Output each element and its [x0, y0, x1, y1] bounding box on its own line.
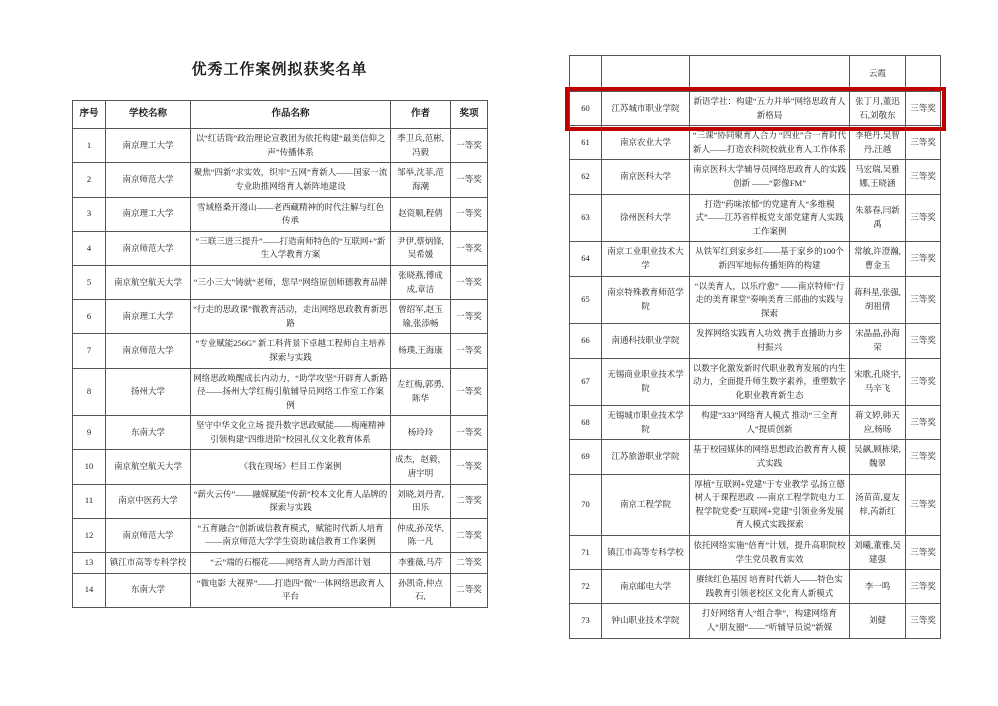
cell-school: 钟山职业技术学院 [602, 604, 690, 638]
cell-school: 南京中医药大学 [106, 484, 191, 518]
cell-no: 10 [73, 450, 106, 484]
cell-award: 三等奖 [906, 126, 941, 160]
cell-school: 南京工业职业技术大学 [602, 242, 690, 276]
cell-no: 63 [570, 194, 602, 242]
cell-school [602, 56, 690, 92]
cell-no: 66 [570, 324, 602, 358]
cell-authors: 杨璞,王海康 [391, 334, 451, 368]
cell-no: 2 [73, 163, 106, 197]
cell-work: 构建“333”网络育人模式 推动“三全育人”提质创新 [690, 406, 850, 440]
cell-award: 一等奖 [451, 450, 488, 484]
table-row [73, 450, 488, 484]
cell-work: 南京医科大学辅导员网络思政育人的实践创新 ——“影像FM” [690, 160, 850, 194]
cell-no: 4 [73, 231, 106, 265]
cell-no: 68 [570, 406, 602, 440]
table-row [73, 368, 488, 416]
cell-award: 一等奖 [451, 334, 488, 368]
cell-school: 南京理工大学 [106, 129, 191, 163]
cell-school: 南京师范大学 [106, 334, 191, 368]
cell-no: 73 [570, 604, 602, 638]
cell-no: 14 [73, 573, 106, 607]
table-row [570, 536, 941, 570]
cell-no: 71 [570, 536, 602, 570]
table-header [73, 101, 488, 129]
cell-school: 扬州大学 [106, 368, 191, 416]
cell-school: 镇江市高等专科学校 [602, 536, 690, 570]
cell-school: 江苏城市职业学院 [602, 92, 690, 126]
cell-award: 三等奖 [906, 358, 941, 406]
cell-authors: 赵资顺,程倩 [391, 197, 451, 231]
table-row [570, 242, 941, 276]
cell-school: 南通科技职业学院 [602, 324, 690, 358]
cell-work: 打好网络育人“组合拳”，构建网络育人“朋友圈”——“听辅导员说”新媒 [690, 604, 850, 638]
cell-work: 雪域格桑开漫山——老西藏精神的时代注解与红色传承 [191, 197, 391, 231]
cell-award: 一等奖 [451, 197, 488, 231]
cell-authors: 蒋科星,张强,胡祖倩 [850, 276, 906, 324]
cell-school: 南京航空航天大学 [106, 450, 191, 484]
cell-authors: 杨玲玲 [391, 416, 451, 450]
cell-authors: 朱慕春,闫新禹 [850, 194, 906, 242]
cell-no: 61 [570, 126, 602, 160]
cell-work: 厚植“互联网+党建”于专业教学 弘扬立德树人于课程思政 ----南京工程学院电力工程学院党委“互联网+党建”引领业务发展育人模式实践探索 [690, 474, 850, 535]
cell-work: “行走的思政课”微教育活动，走出网络思政教育新思路 [191, 300, 391, 334]
table-row [73, 573, 488, 607]
cell-authors: 马宏瑞,吴雅娜,王晓涵 [850, 160, 906, 194]
table-row [73, 518, 488, 552]
cell-no: 13 [73, 553, 106, 574]
cell-no: 62 [570, 160, 602, 194]
cell-award: 一等奖 [451, 265, 488, 299]
cell-school: 南京医科大学 [602, 160, 690, 194]
cell-authors: 曾绍军,赵玉瑜,张添畅 [391, 300, 451, 334]
awards-table-left [72, 100, 488, 608]
cell-school: 镇江市高等专科学校 [106, 553, 191, 574]
cell-no: 9 [73, 416, 106, 450]
cell-work: “五育融合”创新诚信教育模式，赋能时代新人培育——南京师范大学学生资助诚信教育工作案例 [191, 518, 391, 552]
cell-school: 南京师范大学 [106, 518, 191, 552]
cell-work: 赓续红色基因 培育时代新人——特色实践教育引领老校区文化育人新模式 [690, 570, 850, 604]
cell-award: 一等奖 [451, 368, 488, 416]
cell-award: 一等奖 [451, 416, 488, 450]
table-row [73, 300, 488, 334]
cell-school: 南京农业大学 [602, 126, 690, 160]
cell-school: 徐州医科大学 [602, 194, 690, 242]
cell-award: 三等奖 [906, 242, 941, 276]
table-row [570, 406, 941, 440]
cell-no: 5 [73, 265, 106, 299]
table-body-right [570, 56, 941, 639]
cell-authors: 宋歌,孔晓宇,马辛飞 [850, 358, 906, 406]
cell-work: 从铁军红到家乡红——基于家乡的100个新四军地标传播矩阵的构建 [690, 242, 850, 276]
table-row [570, 160, 941, 194]
cell-award: 一等奖 [451, 300, 488, 334]
cell-award: 二等奖 [451, 553, 488, 574]
cell-work: 基于校园媒体的网络思想政治教育育人模式实践 [690, 440, 850, 474]
cell-no: 6 [73, 300, 106, 334]
cell-authors: 尹伊,蔡炳锋,吴希媛 [391, 231, 451, 265]
table-row [73, 197, 488, 231]
table-body-left [73, 129, 488, 608]
cell-work [690, 56, 850, 92]
cell-work: “三课”协同聚育人合力 “四业”合一育时代新人——打造农科院校就业育人工作体系 [690, 126, 850, 160]
cell-school: 东南大学 [106, 573, 191, 607]
cell-award: 二等奖 [451, 484, 488, 518]
cell-award: 一等奖 [451, 231, 488, 265]
cell-award: 三等奖 [906, 604, 941, 638]
cell-authors: 常敏,许澄瀚,曹金玉 [850, 242, 906, 276]
table-row [570, 126, 941, 160]
header-cell-school: 学校名称 [106, 101, 191, 129]
table-row [570, 194, 941, 242]
table-row [73, 416, 488, 450]
cell-no: 72 [570, 570, 602, 604]
cell-no: 3 [73, 197, 106, 231]
cell-work: “云”端的石榴花——网络育人助力西部计划 [191, 553, 391, 574]
cell-no: 60 [570, 92, 602, 126]
cell-authors: 成杰，赵毅，唐宇明 [391, 450, 451, 484]
cell-work: “专业赋能256G” 新工科背景下卓越工程师自主培养探索与实践 [191, 334, 391, 368]
cell-award: 三等奖 [906, 160, 941, 194]
cell-no: 12 [73, 518, 106, 552]
table-row [570, 324, 941, 358]
cell-work: “以美育人，以乐疗愈” ——南京特师“行走的美育课堂”奏响美育三部曲的实践与探索 [690, 276, 850, 324]
cell-no: 11 [73, 484, 106, 518]
cell-authors: 季卫兵,范彬,冯毅 [391, 129, 451, 163]
header-cell-award: 奖项 [451, 101, 488, 129]
cell-award: 三等奖 [906, 570, 941, 604]
cell-no: 67 [570, 358, 602, 406]
table-row [73, 163, 488, 197]
cell-school: 无锡商业职业技术学院 [602, 358, 690, 406]
table-row [570, 276, 941, 324]
table-row [73, 231, 488, 265]
cell-no [570, 56, 602, 92]
cell-authors: 汤苗苗,夏友梓,芮新红 [850, 474, 906, 535]
header-row [73, 101, 488, 129]
cell-work: “薪火云传”——融媒赋能“传薪”校本文化育人品牌的探索与实践 [191, 484, 391, 518]
table-row [570, 358, 941, 406]
cell-school: 南京理工大学 [106, 197, 191, 231]
header-cell-no: 序号 [73, 101, 106, 129]
cell-authors: 李艳丹,吴智丹,汪越 [850, 126, 906, 160]
cell-school: 东南大学 [106, 416, 191, 450]
cell-work: “三联三进三提升”——打造南师特色的“互联网+”新生入学教育方案 [191, 231, 391, 265]
cell-authors: 蒋文婷,韩天应,杨旸 [850, 406, 906, 440]
cell-work: “三小三大”铸就“老师，您早”网络原创师德教育品牌 [191, 265, 391, 299]
table-row [73, 265, 488, 299]
cell-work: 依托网络实施“倍育”计划，提升高职院校学生党员教育实效 [690, 536, 850, 570]
cell-authors: 云霞 [850, 56, 906, 92]
table-row [570, 440, 941, 474]
cell-award: 三等奖 [906, 474, 941, 535]
cell-award: 一等奖 [451, 163, 488, 197]
table-row [570, 474, 941, 535]
cell-school: 南京邮电大学 [602, 570, 690, 604]
cell-authors: 邹举,沈菲,范海潮 [391, 163, 451, 197]
cell-authors: 张丁月,董迅石,刘敬东 [850, 92, 906, 126]
cell-award: 三等奖 [906, 440, 941, 474]
cell-work: 以数字化激发新时代职业教育发展的内生动力，全面提升师生数字素养，重塑数字化职业教育新生态 [690, 358, 850, 406]
cell-work: 打造”药味浓郁“的党建育人“多维模式”——江苏省样板党支部党建育人实践工作案例 [690, 194, 850, 242]
table-row [73, 334, 488, 368]
cell-authors: 宋晶晶,孙海荣 [850, 324, 906, 358]
table-row [73, 484, 488, 518]
cell-work: 新语学社：构建“五力并举”网络思政育人新格局 [690, 92, 850, 126]
cell-award: 三等奖 [906, 406, 941, 440]
cell-work: 聚焦“四新”求实效，织牢“五网”育新人——国家一流专业助推网络育人新阵地建设 [191, 163, 391, 197]
page-title: 优秀工作案例拟获奖名单 [191, 62, 368, 78]
cell-school: 南京工程学院 [602, 474, 690, 535]
cell-work: 发挥网络实践育人功效 携手直播助力乡村振兴 [690, 324, 850, 358]
cell-authors: 刘晓,刘丹青,田乐 [391, 484, 451, 518]
cell-work: “微电影 大视界”——打造四“微”一体网络思政育人平台 [191, 573, 391, 607]
header-cell-authors: 作者 [391, 101, 451, 129]
cell-work: 坚守中华文化立场 提升数字思政赋能——梅庵精神引领构建“四维进阶”校园礼仪文化教育体系 [191, 416, 391, 450]
cell-school: 江苏旅游职业学院 [602, 440, 690, 474]
cell-award: 一等奖 [451, 129, 488, 163]
cell-school: 南京师范大学 [106, 163, 191, 197]
awards-table-right [569, 55, 941, 639]
table-row [73, 553, 488, 574]
cell-school: 南京特殊教育师范学院 [602, 276, 690, 324]
cell-authors: 张晓燕,傅成成,章洁 [391, 265, 451, 299]
cell-work: 以“红话筒”政治理论宣教团为依托构建“最美信仰之声”传播体系 [191, 129, 391, 163]
cell-authors: 孙凯奇,仲点石, [391, 573, 451, 607]
cell-authors: 刘曦,董雅,吴建强 [850, 536, 906, 570]
cell-no: 7 [73, 334, 106, 368]
cell-school: 南京师范大学 [106, 231, 191, 265]
cell-authors: 左红梅,郭勇,陈华 [391, 368, 451, 416]
cell-no: 64 [570, 242, 602, 276]
cell-award: 三等奖 [906, 92, 941, 126]
cell-school: 南京理工大学 [106, 300, 191, 334]
cell-no: 8 [73, 368, 106, 416]
table-row [73, 129, 488, 163]
cell-award: 二等奖 [451, 518, 488, 552]
cell-school: 南京航空航天大学 [106, 265, 191, 299]
table-row [570, 604, 941, 638]
cell-authors: 吴飙,顾栋梁,魏翠 [850, 440, 906, 474]
cell-no: 1 [73, 129, 106, 163]
cell-authors: 刘健 [850, 604, 906, 638]
cell-work: 《我在现场》栏目工作案例 [191, 450, 391, 484]
cell-school: 无锡城市职业技术学院 [602, 406, 690, 440]
table-row [570, 92, 941, 126]
cell-work: 网络思政唤醒成长内动力，“助学攻坚”开辟育人新路径——扬州大学红梅引航辅导员网络工作室工作案例 [191, 368, 391, 416]
cell-no: 69 [570, 440, 602, 474]
cell-authors: 李雅薇,马芹 [391, 553, 451, 574]
cell-award: 三等奖 [906, 324, 941, 358]
cell-authors: 仲成,孙茂华,陈一凡 [391, 518, 451, 552]
cell-no: 65 [570, 276, 602, 324]
table-row [570, 570, 941, 604]
cell-award: 三等奖 [906, 276, 941, 324]
header-cell-work: 作品名称 [191, 101, 391, 129]
cell-award: 三等奖 [906, 536, 941, 570]
cell-authors: 李一鸣 [850, 570, 906, 604]
cell-award [906, 56, 941, 92]
cell-no: 70 [570, 474, 602, 535]
table-row [570, 56, 941, 92]
cell-award: 三等奖 [906, 194, 941, 242]
cell-award: 二等奖 [451, 573, 488, 607]
